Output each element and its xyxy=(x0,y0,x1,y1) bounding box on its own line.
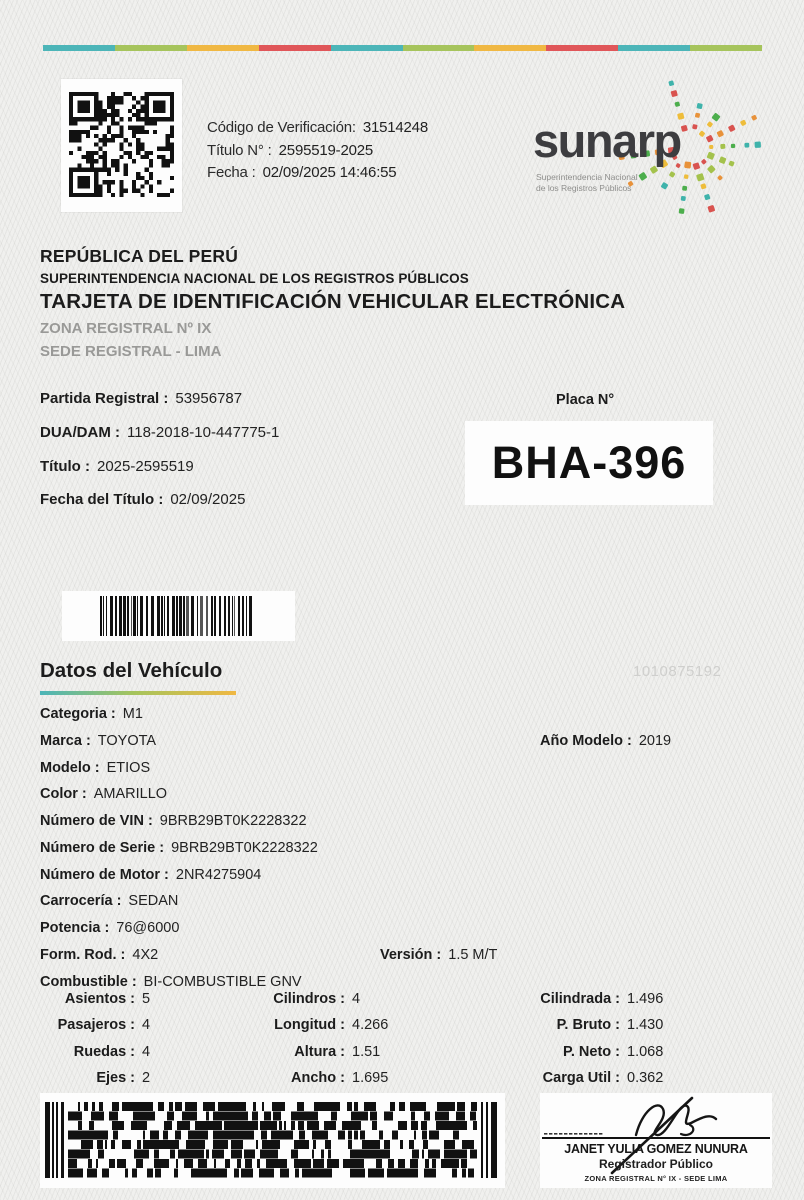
country-title: REPÚBLICA DEL PERÚ xyxy=(40,246,239,266)
field-value: ETIOS xyxy=(106,759,151,776)
field-row xyxy=(40,458,279,492)
field-row xyxy=(40,760,318,787)
document-title: TARJETA DE IDENTIFICACIÓN VEHICULAR ELECTRÓNICA xyxy=(40,290,626,313)
field-row xyxy=(40,491,279,525)
field-label: Form. Rod. : xyxy=(40,946,126,963)
field-value: SEDAN xyxy=(128,893,179,910)
specs-column-3 xyxy=(470,991,663,1097)
field-label: P. Neto : xyxy=(563,1043,620,1060)
verification-line: Código de Verificación: 31514248 xyxy=(207,119,428,136)
field-row xyxy=(40,1017,150,1043)
field-row xyxy=(40,893,318,920)
sede-registral: SEDE REGISTRAL - LIMA xyxy=(40,343,222,360)
field-row xyxy=(40,920,318,947)
stripe-segment xyxy=(331,45,403,51)
field-value: 1.496 xyxy=(627,991,664,1007)
field-value: 4.266 xyxy=(352,1017,389,1034)
field-value: 2NR4275904 xyxy=(175,866,262,883)
zona-registral: ZONA REGISTRAL Nº IX xyxy=(40,320,212,337)
qr-code xyxy=(61,79,182,212)
field-label: Cilindrada : xyxy=(540,991,620,1007)
field-label: Combustible : xyxy=(40,973,137,990)
institution-title: SUPERINTENDENCIA NACIONAL DE LOS REGISTROS PÚBLICOS xyxy=(40,271,469,286)
field-value: 5 xyxy=(142,991,151,1007)
placa-plate xyxy=(465,421,713,505)
field-label: Carrocería : xyxy=(40,893,122,910)
stripe-segment xyxy=(618,45,690,51)
field-value: 0.362 xyxy=(627,1070,664,1087)
sunarp-logo-subtitle: Superintendencia Nacional de los Registros Públicos xyxy=(536,172,638,193)
field-value: TOYOTA xyxy=(97,732,157,749)
field-label: Partida Registral : xyxy=(40,390,169,407)
placa-label: Placa N° xyxy=(556,392,615,408)
field-value: 4 xyxy=(142,1017,151,1034)
specs-column-2 xyxy=(230,991,388,1097)
field-label: Marca : xyxy=(40,732,91,749)
field-value: 1.068 xyxy=(627,1043,664,1060)
specs-column-1 xyxy=(40,991,150,1097)
title-barcode xyxy=(62,591,295,641)
stripe-segment xyxy=(690,45,762,51)
verification-block xyxy=(207,117,428,185)
ano-modelo-field: Año Modelo : 2019 xyxy=(540,733,672,749)
field-value: M1 xyxy=(122,706,143,722)
stripe-segment xyxy=(187,45,259,51)
field-row xyxy=(40,390,279,424)
stripe-segment xyxy=(115,45,187,51)
field-label: Ejes : xyxy=(96,1070,135,1087)
field-row xyxy=(230,991,388,1017)
field-value: BI-COMBUSTIBLE GNV xyxy=(143,973,302,990)
field-label: Número de VIN : xyxy=(40,813,153,829)
field-value: 118-2018-10-447775-1 xyxy=(127,423,280,441)
version-field: Versión : 1.5 M/T xyxy=(380,947,498,963)
field-label: Ancho : xyxy=(291,1070,345,1087)
stripe-segment xyxy=(546,45,618,51)
field-label: Número de Motor : xyxy=(40,866,169,883)
field-label: Título : xyxy=(40,457,90,475)
field-value: 1.51 xyxy=(352,1043,381,1060)
field-value: 02/09/2025 xyxy=(170,491,246,509)
field-row xyxy=(40,840,318,867)
top-color-stripe xyxy=(43,45,762,51)
field-value: 2 xyxy=(142,1070,151,1087)
field-value: 4 xyxy=(352,991,361,1007)
field-value: AMARILLO xyxy=(93,786,168,803)
field-value: 53956787 xyxy=(175,390,243,407)
field-row xyxy=(40,1044,150,1070)
vehicle-fields xyxy=(40,706,318,1000)
stripe-segment xyxy=(474,45,546,51)
field-row xyxy=(40,706,318,733)
verification-line: Fecha : 02/09/2025 14:46:55 xyxy=(207,164,397,181)
field-row xyxy=(40,733,318,760)
stripe-segment xyxy=(259,45,331,51)
qr-code-icon xyxy=(69,92,174,197)
field-row xyxy=(470,1017,663,1043)
pdf417-barcode xyxy=(40,1093,505,1188)
field-value: 1.695 xyxy=(352,1070,389,1087)
field-label: Cilindros : xyxy=(273,991,345,1007)
field-label: P. Bruto : xyxy=(556,1017,620,1034)
section-title: Datos del Vehículo xyxy=(40,659,223,682)
registrar-signature-block xyxy=(540,1093,772,1188)
verification-line: Título N° : 2595519-2025 xyxy=(207,141,374,159)
field-label: Ruedas : xyxy=(73,1043,135,1060)
sunarp-logo: sunarp xyxy=(533,114,681,167)
field-value: 9BRB29BT0K2228322 xyxy=(171,839,318,856)
field-value: 9BRB29BT0K2228322 xyxy=(159,813,307,829)
registrar-title: Registrador Público xyxy=(598,1157,714,1171)
field-row xyxy=(40,947,318,974)
field-label: Asientos : xyxy=(64,991,135,1007)
field-row xyxy=(40,991,150,1017)
field-label: Fecha del Título : xyxy=(40,491,164,509)
field-row xyxy=(40,813,318,840)
section-underline xyxy=(40,691,236,695)
placa-number: BHA-396 xyxy=(491,437,687,488)
field-label: Color : xyxy=(40,786,87,803)
field-value: 76@6000 xyxy=(116,920,180,936)
field-row xyxy=(40,867,318,894)
field-label: Categoria : xyxy=(40,706,116,722)
reference-number: 1010875192 xyxy=(633,663,722,680)
field-label: Pasajeros : xyxy=(57,1017,135,1034)
field-value: 4X2 xyxy=(132,946,159,963)
field-row xyxy=(470,1044,663,1070)
field-row xyxy=(470,991,663,1017)
barcode-icon xyxy=(100,596,252,636)
stripe-segment xyxy=(43,45,115,51)
field-label: Longitud : xyxy=(274,1017,345,1034)
field-row xyxy=(40,786,318,813)
field-label: Potencia : xyxy=(40,920,110,936)
field-label: DUA/DAM : xyxy=(40,423,120,441)
field-row xyxy=(230,1044,388,1070)
registrar-name: JANET YULIA GOMEZ NUNURA xyxy=(564,1142,748,1156)
field-row xyxy=(230,1017,388,1043)
field-label: Modelo : xyxy=(40,759,100,776)
registrar-zone: ZONA REGISTRAL N° IX - SEDE LIMA xyxy=(584,1174,728,1183)
field-value: 1.430 xyxy=(627,1017,664,1034)
registro-fields xyxy=(40,390,279,525)
field-value: 2025-2595519 xyxy=(96,457,194,475)
field-label: Carga Util : xyxy=(542,1070,620,1087)
field-label: Altura : xyxy=(294,1043,345,1060)
field-label: Número de Serie : xyxy=(40,839,165,856)
field-value: 4 xyxy=(142,1043,151,1060)
stripe-segment xyxy=(403,45,475,51)
field-row xyxy=(40,424,279,458)
pdf417-icon xyxy=(45,1102,500,1178)
